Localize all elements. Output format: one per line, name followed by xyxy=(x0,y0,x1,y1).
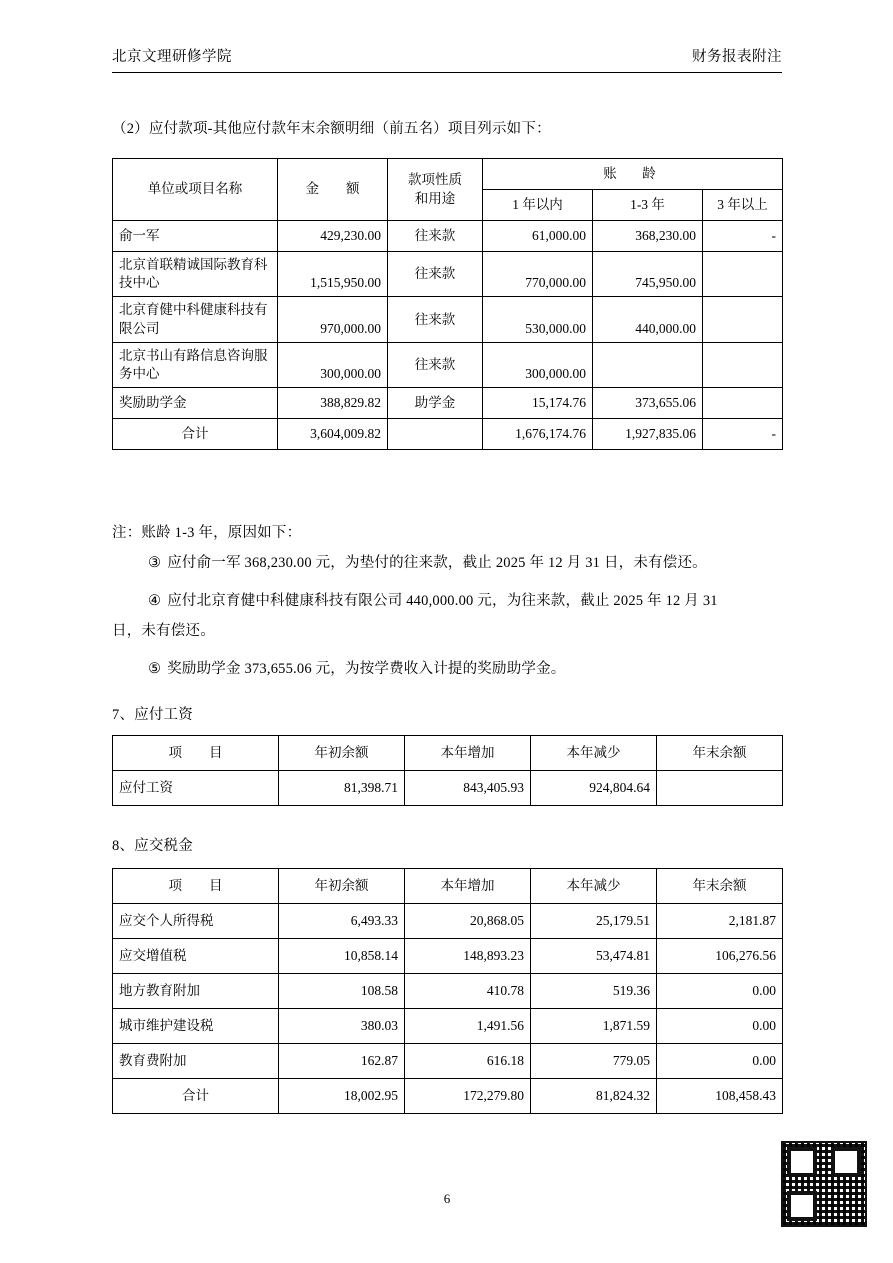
cell-within-1-year: 530,000.00 xyxy=(483,297,593,342)
col-item: 项 目 xyxy=(113,736,279,771)
cell-total-label: 合计 xyxy=(113,1079,279,1114)
col-item: 项 目 xyxy=(113,869,279,904)
cell-amount: 1,515,950.00 xyxy=(278,252,388,297)
cell-1-to-3-years: 373,655.06 xyxy=(593,388,703,419)
col-decrease: 本年减少 xyxy=(531,869,657,904)
page-number: 6 xyxy=(443,1191,451,1206)
cell-1-to-3-years: 368,230.00 xyxy=(593,221,703,252)
cell-1-to-3-years: 745,950.00 xyxy=(593,252,703,297)
cell-begin-balance: 6,493.33 xyxy=(279,904,405,939)
cell-within-1-year: 770,000.00 xyxy=(483,252,593,297)
cell-unit-name: 北京书山有路信息咨询服务中心 xyxy=(113,342,278,387)
cell-total-1-to-3-years: 1,927,835.06 xyxy=(593,419,703,450)
cell-total-end-balance: 108,458.43 xyxy=(657,1079,783,1114)
table-header-row xyxy=(113,869,783,904)
table-row xyxy=(113,297,783,342)
cell-increase: 616.18 xyxy=(405,1044,531,1079)
col-nature xyxy=(388,159,483,221)
cell-amount: 970,000.00 xyxy=(278,297,388,342)
cell-decrease: 1,871.59 xyxy=(531,1009,657,1044)
cell-unit-name: 奖励助学金 xyxy=(113,388,278,419)
cell-item: 应交个人所得税 xyxy=(113,904,279,939)
col-end-balance: 年末余额 xyxy=(657,869,783,904)
col-within-1-year: 1 年以内 xyxy=(483,190,593,221)
col-1-to-3-years: 1-3 年 xyxy=(593,190,703,221)
qr-code-icon xyxy=(781,1141,867,1227)
cell-over-3-years: - xyxy=(703,221,783,252)
cell-item: 应付工资 xyxy=(113,771,279,806)
note-item xyxy=(148,656,788,684)
table-row xyxy=(113,221,783,252)
cell-amount: 429,230.00 xyxy=(278,221,388,252)
col-decrease: 本年减少 xyxy=(531,736,657,771)
cell-nature: 助学金 xyxy=(388,388,483,419)
table-row xyxy=(113,904,783,939)
cell-decrease: 53,474.81 xyxy=(531,939,657,974)
cell-end-balance: 0.00 xyxy=(657,1009,783,1044)
cell-1-to-3-years xyxy=(593,342,703,387)
col-nature-line1: 款项性质 xyxy=(408,172,462,188)
note-marker: ③ xyxy=(148,555,162,571)
table-row xyxy=(113,939,783,974)
cell-over-3-years xyxy=(703,342,783,387)
table-row xyxy=(113,771,783,806)
cell-amount: 388,829.82 xyxy=(278,388,388,419)
cell-nature: 往来款 xyxy=(388,342,483,387)
notes-title: 注：账龄 1-3 年，原因如下： xyxy=(112,525,302,541)
cell-begin-balance: 108.58 xyxy=(279,974,405,1009)
cell-1-to-3-years: 440,000.00 xyxy=(593,297,703,342)
cell-end-balance: 0.00 xyxy=(657,1044,783,1079)
cell-item: 城市维护建设税 xyxy=(113,1009,279,1044)
col-over-3-years: 3 年以上 xyxy=(703,190,783,221)
section-8-title: 8、应交税金 xyxy=(112,838,193,854)
running-header xyxy=(112,48,782,73)
cell-item: 地方教育附加 xyxy=(113,974,279,1009)
cell-within-1-year: 15,174.76 xyxy=(483,388,593,419)
cell-unit-name: 俞一军 xyxy=(113,221,278,252)
cell-over-3-years xyxy=(703,388,783,419)
cell-begin-balance: 380.03 xyxy=(279,1009,405,1044)
cell-increase: 1,491.56 xyxy=(405,1009,531,1044)
note-text-continued: 日，未有偿还。 xyxy=(112,623,215,639)
col-increase: 本年增加 xyxy=(405,869,531,904)
table-total-row xyxy=(113,1079,783,1114)
cell-nature: 往来款 xyxy=(388,297,483,342)
col-begin-balance: 年初余额 xyxy=(279,869,405,904)
cell-over-3-years xyxy=(703,297,783,342)
taxes-payable-table xyxy=(112,868,783,1114)
table-row xyxy=(113,388,783,419)
col-amount: 金 额 xyxy=(278,159,388,221)
qr-finder-bottom-left xyxy=(787,1191,817,1221)
table-row xyxy=(113,1009,783,1044)
cell-end-balance xyxy=(657,771,783,806)
other-payables-table xyxy=(112,158,783,450)
cell-unit-name: 北京育健中科健康科技有限公司 xyxy=(113,297,278,342)
cell-within-1-year: 300,000.00 xyxy=(483,342,593,387)
table-row xyxy=(113,1044,783,1079)
cell-increase: 20,868.05 xyxy=(405,904,531,939)
page-content xyxy=(112,0,782,1263)
cell-total-within-1-year: 1,676,174.76 xyxy=(483,419,593,450)
cell-amount: 300,000.00 xyxy=(278,342,388,387)
col-begin-balance: 年初余额 xyxy=(279,736,405,771)
header-section: 财务报表附注 xyxy=(692,49,782,65)
cell-begin-balance: 81,398.71 xyxy=(279,771,405,806)
table-row xyxy=(113,252,783,297)
cell-increase: 410.78 xyxy=(405,974,531,1009)
cell-decrease: 779.05 xyxy=(531,1044,657,1079)
cell-total-amount: 3,604,009.82 xyxy=(278,419,388,450)
table-row xyxy=(113,974,783,1009)
note-marker: ④ xyxy=(148,593,162,609)
cell-increase: 843,405.93 xyxy=(405,771,531,806)
cell-end-balance: 0.00 xyxy=(657,974,783,1009)
cell-total-decrease: 81,824.32 xyxy=(531,1079,657,1114)
cell-within-1-year: 61,000.00 xyxy=(483,221,593,252)
cell-begin-balance: 10,858.14 xyxy=(279,939,405,974)
cell-total-nature xyxy=(388,419,483,450)
cell-begin-balance: 162.87 xyxy=(279,1044,405,1079)
cell-total-label: 合计 xyxy=(113,419,278,450)
col-end-balance: 年末余额 xyxy=(657,736,783,771)
header-institution: 北京文理研修学院 xyxy=(112,49,232,65)
cell-unit-name: 北京首联精诚国际教育科技中心 xyxy=(113,252,278,297)
note-text: 应付俞一军 368,230.00 元，为垫付的往来款，截止 2025 年 12 月 31 日，未有偿还。 xyxy=(167,555,707,571)
note-text: 奖励助学金 373,655.06 元，为按学费收入计提的奖励助学金。 xyxy=(167,661,566,677)
cell-total-over-3-years: - xyxy=(703,419,783,450)
col-nature-line2: 和用途 xyxy=(414,190,456,206)
col-aging-group: 账 龄 xyxy=(483,159,783,190)
table-header-row xyxy=(113,736,783,771)
cell-decrease: 25,179.51 xyxy=(531,904,657,939)
col-increase: 本年增加 xyxy=(405,736,531,771)
cell-nature: 往来款 xyxy=(388,221,483,252)
cell-over-3-years xyxy=(703,252,783,297)
cell-end-balance: 2,181.87 xyxy=(657,904,783,939)
table-row xyxy=(113,342,783,387)
cell-total-begin-balance: 18,002.95 xyxy=(279,1079,405,1114)
intro-paragraph: （2）应付款项-其他应付款年末余额明细（前五名）项目列示如下： xyxy=(112,121,551,137)
section-7-title: 7、应付工资 xyxy=(112,707,193,723)
cell-item: 应交增值税 xyxy=(113,939,279,974)
salary-payable-table xyxy=(112,735,783,806)
cell-end-balance: 106,276.56 xyxy=(657,939,783,974)
cell-total-increase: 172,279.80 xyxy=(405,1079,531,1114)
col-unit-name: 单位或项目名称 xyxy=(113,159,278,221)
note-text: 应付北京育健中科健康科技有限公司 440,000.00 元，为往来款，截止 2025 年 12 月 31 xyxy=(167,593,718,609)
cell-decrease: 519.36 xyxy=(531,974,657,1009)
cell-increase: 148,893.23 xyxy=(405,939,531,974)
cell-nature: 往来款 xyxy=(388,252,483,297)
note-item xyxy=(148,550,788,578)
table-total-row xyxy=(113,419,783,450)
table-header-row xyxy=(113,159,783,190)
note-item xyxy=(148,588,788,616)
cell-item: 教育费附加 xyxy=(113,1044,279,1079)
note-marker: ⑤ xyxy=(148,661,162,677)
cell-decrease: 924,804.64 xyxy=(531,771,657,806)
